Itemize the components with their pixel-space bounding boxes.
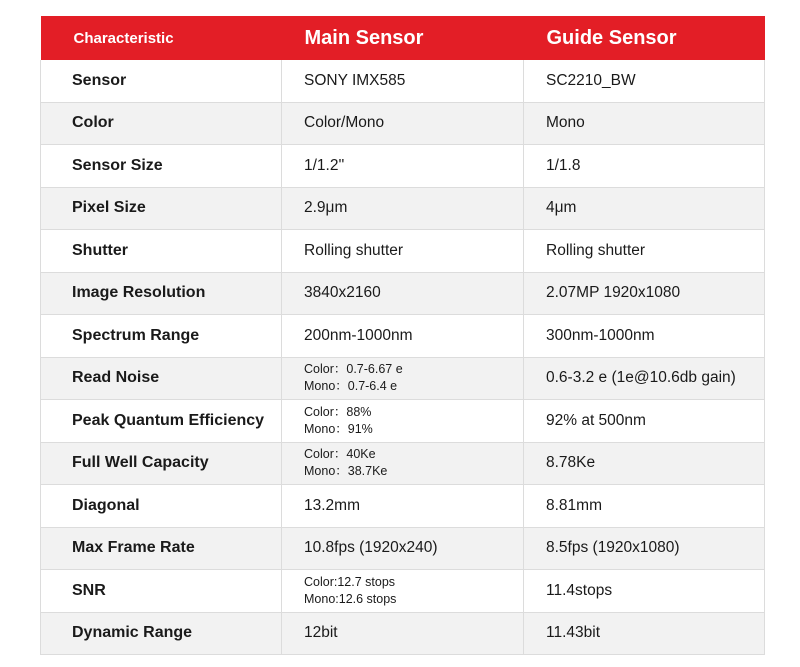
- main-sensor-value-line: Color：40Ke: [304, 447, 376, 462]
- characteristic-cell: Image Resolution: [41, 272, 282, 315]
- main-sensor-cell: 2.9μm: [282, 187, 524, 230]
- table-row: [41, 357, 765, 400]
- characteristic-cell: Sensor: [41, 60, 282, 102]
- header-main-sensor: Main Sensor: [282, 16, 524, 60]
- characteristic-cell: Spectrum Range: [41, 315, 282, 358]
- main-sensor-value-line: Color:12.7 stops: [304, 574, 396, 589]
- main-sensor-cell: [282, 442, 524, 485]
- table-header: [41, 16, 765, 60]
- characteristic-cell: Diagonal: [41, 485, 282, 528]
- main-sensor-value-line: Mono:12.6 stops: [304, 591, 397, 606]
- guide-sensor-cell: 300nm-1000nm: [524, 315, 765, 358]
- guide-sensor-cell: Rolling shutter: [524, 230, 765, 273]
- main-sensor-cell: [282, 357, 524, 400]
- characteristic-cell: Sensor Size: [41, 145, 282, 188]
- main-sensor-cell: 10.8fps (1920x240): [282, 527, 524, 570]
- main-sensor-cell: [282, 570, 524, 613]
- table-row: [41, 570, 765, 613]
- main-sensor-cell: Color/Mono: [282, 102, 524, 145]
- characteristic-cell: Shutter: [41, 230, 282, 273]
- table-row: [41, 485, 765, 528]
- table-row: [41, 400, 765, 443]
- table-row: [41, 187, 765, 230]
- main-sensor-cell: 1/1.2'': [282, 145, 524, 188]
- main-sensor-value-line: Color：88%: [304, 404, 372, 419]
- table-row: [41, 60, 765, 102]
- main-sensor-cell: SONY IMX585: [282, 60, 524, 102]
- characteristic-cell: Read Noise: [41, 357, 282, 400]
- guide-sensor-cell: 8.81mm: [524, 485, 765, 528]
- table-row: [41, 612, 765, 655]
- characteristic-cell: Pixel Size: [41, 187, 282, 230]
- guide-sensor-cell: 1/1.8: [524, 145, 765, 188]
- main-sensor-cell: [282, 400, 524, 443]
- main-sensor-value-line: Mono：38.7Ke: [304, 464, 388, 479]
- guide-sensor-cell: 0.6-3.2 e (1e@10.6db gain): [524, 357, 765, 400]
- main-sensor-cell: 13.2mm: [282, 485, 524, 528]
- table-row: [41, 230, 765, 273]
- main-sensor-value-line: Mono：91%: [304, 421, 373, 436]
- characteristic-cell: Max Frame Rate: [41, 527, 282, 570]
- table-row: [41, 102, 765, 145]
- main-sensor-cell: 200nm-1000nm: [282, 315, 524, 358]
- table-row: [41, 442, 765, 485]
- header-row: [41, 16, 765, 60]
- table-row: [41, 527, 765, 570]
- table-row: [41, 272, 765, 315]
- characteristic-cell: Color: [41, 102, 282, 145]
- header-characteristic: Characteristic: [41, 16, 282, 60]
- characteristic-cell: Dynamic Range: [41, 612, 282, 655]
- guide-sensor-cell: 4μm: [524, 187, 765, 230]
- table-row: [41, 145, 765, 188]
- characteristic-cell: Peak Quantum Efficiency: [41, 400, 282, 443]
- main-sensor-cell: Rolling shutter: [282, 230, 524, 273]
- main-sensor-value-line: Color：0.7-6.67 e: [304, 362, 403, 377]
- characteristic-cell: Full Well Capacity: [41, 442, 282, 485]
- guide-sensor-cell: 11.43bit: [524, 612, 765, 655]
- header-guide-sensor: Guide Sensor: [524, 16, 765, 60]
- guide-sensor-cell: Mono: [524, 102, 765, 145]
- main-sensor-value-line: Mono：0.7-6.4 e: [304, 379, 398, 394]
- guide-sensor-cell: 8.5fps (1920x1080): [524, 527, 765, 570]
- sensor-spec-table: [40, 16, 765, 655]
- main-sensor-cell: 12bit: [282, 612, 524, 655]
- guide-sensor-cell: 8.78Ke: [524, 442, 765, 485]
- guide-sensor-cell: 2.07MP 1920x1080: [524, 272, 765, 315]
- guide-sensor-cell: SC2210_BW: [524, 60, 765, 102]
- table-body: [41, 60, 765, 655]
- guide-sensor-cell: 92% at 500nm: [524, 400, 765, 443]
- main-sensor-cell: 3840x2160: [282, 272, 524, 315]
- characteristic-cell: SNR: [41, 570, 282, 613]
- guide-sensor-cell: 11.4stops: [524, 570, 765, 613]
- table-row: [41, 315, 765, 358]
